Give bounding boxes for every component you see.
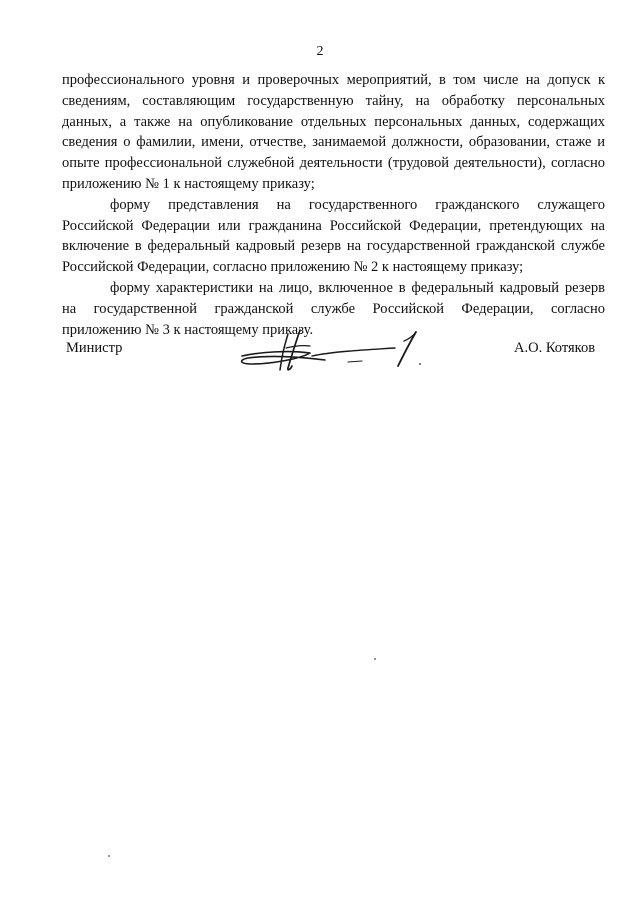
document-body	[62, 70, 605, 340]
paragraph-form-representation: форму представления на государственного гражданского служащего Российской Федерации или гражданина Российской Федерации, претендующих на включение в федеральный кадровый резерв на государственной гражданской службе Российской Федерации, согласно приложению № 2 к настоящему приказу;	[62, 196, 605, 276]
paragraph-continuation: профессионального уровня и проверочных мероприятий, в том числе на допуск к сведениям, составляющим государственную тайну, на обработку персональных данных, а также на опубликование отдельных персональных данных, содержащих сведения о фамилии, имени, отчестве, занимаемой должности, образовании, стаже и опыте профессиональной служебной деятельности (трудовой деятельности), согласно приложению № 1 к настоящему приказу;	[62, 72, 605, 192]
handwritten-signature	[230, 326, 430, 374]
scan-speck	[374, 658, 376, 660]
signature-block	[0, 322, 640, 382]
signatory-name: А.О. Котяков	[514, 340, 596, 356]
paragraph-form-characteristic: форму характеристики на лицо, включенное в федеральный кадровый резерв на государственной гражданской службе Российской Федерации, согласно приложению № 3 к настоящему приказу.	[62, 279, 605, 338]
scan-speck	[108, 855, 110, 857]
page-number: 2	[316, 44, 324, 59]
signatory-title: Министр	[66, 340, 123, 356]
